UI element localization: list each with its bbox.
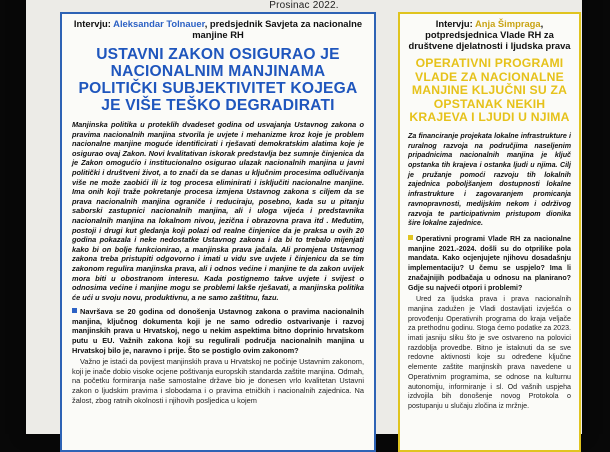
question-text: Operativni programi Vlade RH za nacionalne manjine 2021.-2024. došli su do otprilike pola mandata. Kako ocjenjujete njihovu dosadašnju implementaciju? U čemu se uspjelo? Ima li značajnijih podbačaja u odnosu na planirano? Gdje su najveći otpori i problemi? (408, 235, 571, 292)
intro-label: Intervju: (435, 18, 475, 29)
interview-lead: Za financiranje projekata lokalne infrastrukture i ruralnog razvoja na područjima naseljenim pripadnicima nacionalnih manjina je ključ opstanka tih krajeva i ostanka ljudi u njima. Cilj je pružanje pomoći razvoju tih lokalnih zajednica poboljšanjem dostupnosti lokalne infrastrukture i zagovaranjem promicanja ravnopravnosti, medijskim nekom i održivog razvoja te participativnim pristupom dionika šire lokalne zajednice. (408, 131, 571, 228)
interview-headline: OPERATIVNI PROGRAMI VLADE ZA NACIONALNE MANJINE KLJUČNI SU ZA OPSTANAK NEKIH KRAJEVA I LJUDI U NJIMA (409, 56, 570, 125)
bullet-square-icon (408, 235, 413, 240)
intro-label: Intervju: (73, 18, 114, 29)
interview-intro (72, 18, 364, 40)
question-text: Navršava se 20 godina od donošenja Ustavnog zakona o pravima nacionalnih manjina, ključnog dokumenta koji je ne samo odredio ostvarivanje i razvoj manjinskih prava u Hrvatskoj, nego u nekim aspektima bitno doprinio hrvatskom putu u EU. Važnih zakona koji su regulirali područja nacionalnih manjina u Hrvatskoj bilo je, naravno i prije. Što se postiglo ovim zakonom? (72, 307, 364, 355)
interviewee-name: Aleksandar Tolnauer (113, 18, 205, 29)
interview-answer: Važno je istaći da povijest manjinskih prava u Hrvatskoj ne počinje Ustavnim zakonom, koji je inače dobio visoke ocjene poštivanja europskih standarda zaštite manjina. Odmah, na početku formiranja naše samostalne države bio je donesen vrlo kvalitetan Ustavni zakon o ljudskim pravima i slobodama i o pravima etničkih i nacionalnih zajednica. Na žalost, zbog ratnih okolnosti i njihovih posljedica u kojem (72, 357, 364, 405)
interviewee-role: , potpredsjednica Vlade RH za društvene djelatnosti i ljudska prava (408, 18, 571, 51)
interview-box-simpraga (398, 12, 581, 452)
interview-lead: Manjinska politika u proteklih dvadeset godina od usvajanja Ustavnog zakona o pravima nacionalnih manjina stvorila je uvjete i mehanizme kroz koje je problem nacionalne manjine moguće identificirati i rješavati demokratskim alatima koje je osigurao ovaj Zakon. Novi kvalitativan iskorak predstavlja bez sumnje činjenica da je Zakon omogućio i institucionalno osigurao ulazak nacionalnih manjina u javni politički i društveni život, a to znači da se danas u ključnim procesima odlučivanja više ne može zaobići ili iz tog procesa eliminirati i isključiti nacionalne manjine. Ima onih koji traže pokretanje procesa izmjena Ustavnog zakona s ciljem da se prava nacionalnih manjina ograniče i reduciraju, posebno, kada su u pitanju saborski zastupnici nacionalnih manjina, ali i uloga vijeća i predstavnika nacionalnih manjina na lokalnom nivou, jezična i obrazovna prava itd . Međutim, postoji i drugi kut gledanja koji polazi od realne činjenice da je praksa u ovih 20 godina pokazala i neke nedostatke Ustavnog zakona i da bi to trebalo mijenjati kako bi on bolje funkcionirao, a manjinska prava jačala. Ali promjena Ustavnog zakona treba pristupiti odgovorno i imati u vidu sve uvjete i činjenicu da se tim zakonom regulira manjinska prava, ali i odnos većine i manjine te da zakon uvijek mora biti u obostranom interesu. Kada postignemo takve uvjete i svijest o odnosima većine i manjine mogu se problemi lakše rješavati, a manjinska politika će ući u svoju novu, produktivnu, a ne samo zaštitnu, fazu. (72, 120, 364, 302)
interviewee-role: , predsjednik Savjeta za nacionalne manjine RH (192, 18, 363, 40)
interview-intro (408, 18, 571, 51)
interview-question (72, 307, 364, 355)
interview-headline: USTAVNI ZAKON OSIGURAO JE NACIONALNIM MANJINAMA POLITIČKI SUBJEKTIVITET KOJEGA JE VIŠE TEŠKO DEGRADIRATI (78, 46, 358, 114)
bullet-square-icon (72, 308, 77, 313)
interview-answer: Ured za ljudska prava i prava nacionalnih manjina zadužen je Vladi dostavljati izvješća o provođenju Operativnih programa do kraja veljače za prethodnu godinu. Stoga ćemo podatke za 2023. imati jasniju sliku što je sve ostvareno na polovici razdoblja provedbe. Bitno je istaknuti da se sve redovne aktivnosti koje su određene ključne elemente zaštite manjinskih prava navedene u Operativnim programima, se odnose na kulturnu autonomiju, informiranje i sl. Od vašnih uspjeha izdvojila bih donošenje novog Protokola o postupanju u slučaju zločina iz mržnje. (408, 295, 571, 410)
interviewee-name: Anja Šimpraga (474, 18, 541, 29)
interview-box-tolnauer (60, 12, 376, 452)
interview-question (408, 235, 571, 293)
newsletter-page (26, 0, 582, 434)
issue-date: Prosinac 2022. (269, 0, 339, 11)
